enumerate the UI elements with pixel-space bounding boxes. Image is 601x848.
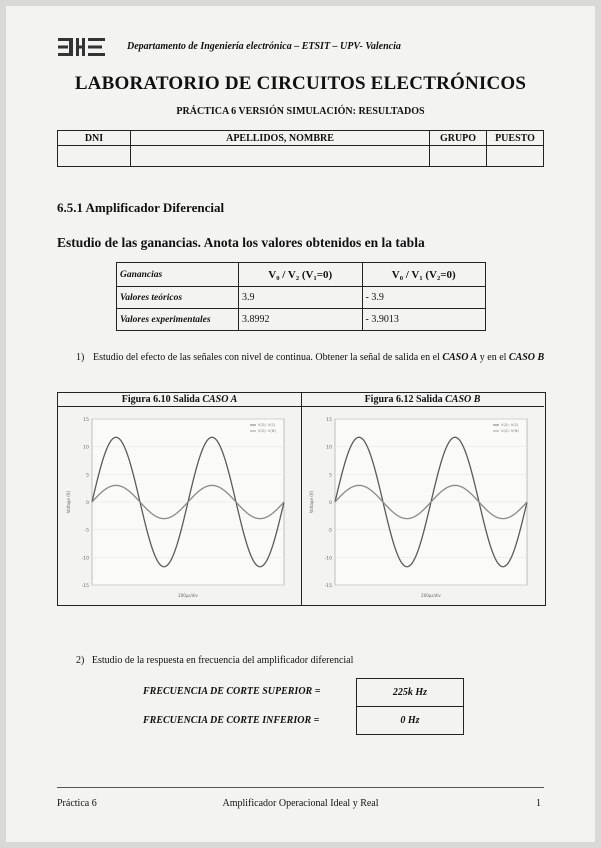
chart-caso-b xyxy=(301,407,544,605)
dni-field[interactable] xyxy=(58,146,131,167)
gains-table xyxy=(116,262,486,331)
item-2 xyxy=(76,655,353,666)
y-tick-label: -10 xyxy=(324,556,332,562)
gains-heading: Estudio de las ganancias. Anota los valores obtenidos en la tabla xyxy=(57,235,425,250)
student-id-table xyxy=(57,130,544,167)
legend-entry: V(2): V(1) xyxy=(501,423,519,427)
department-header: Departamento de Ingeniería electrónica – ETSIT – UPV- Valencia xyxy=(127,41,401,52)
figure-caption: Figura 6.12 Salida CASO B xyxy=(301,393,544,407)
y-tick-label: 5 xyxy=(329,473,332,479)
footer-title: Amplificador Operacional Ideal y Real xyxy=(222,798,379,809)
y-tick-label: -10 xyxy=(81,556,89,562)
item-1 xyxy=(76,351,546,365)
footer-practice: Práctica 6 xyxy=(57,798,97,809)
y-tick-label: -5 xyxy=(84,528,89,534)
upper-cutoff-label: FRECUENCIA DE CORTE SUPERIOR = xyxy=(143,686,321,697)
item-1-text: Estudio del efecto de las señales con nivel de continua. Obtener la señal de salida en el CASO A y en el CASO B xyxy=(93,352,545,363)
footer-divider xyxy=(57,787,544,788)
page-title: LABORATORIO DE CIRCUITOS ELECTRÓNICOS xyxy=(74,73,527,94)
table-cell: 3.9 xyxy=(239,287,363,309)
table-cell: 3.8992 xyxy=(239,309,363,331)
y-axis-label: Voltage (V) xyxy=(66,490,71,514)
row-label: Valores teóricos xyxy=(117,287,239,309)
table-row xyxy=(117,287,486,309)
name-field[interactable] xyxy=(131,146,430,167)
lower-cutoff-value: 0 Hz xyxy=(356,706,464,735)
item-number: 1) xyxy=(76,352,85,363)
item-2-text: Estudio de la respuesta en frecuencia del amplificador diferencial xyxy=(91,655,354,666)
row-label: Valores experimentales xyxy=(117,309,239,331)
table-cell: - 3.9013 xyxy=(362,309,486,331)
y-axis-label: Voltage (V) xyxy=(309,490,314,514)
group-header: GRUPO xyxy=(430,131,487,146)
upper-cutoff-value: 225k Hz xyxy=(356,678,464,707)
gains-col-label: Ganancias xyxy=(117,263,239,287)
x-axis-label: 200µs/div xyxy=(178,593,198,598)
name-header: APELLIDOS, NOMBRE xyxy=(131,131,430,146)
section-title: 6.5.1 Amplificador Diferencial xyxy=(57,200,225,215)
chart-caso-a xyxy=(58,407,301,605)
table-cell: - 3.9 xyxy=(362,287,486,309)
y-tick-label: 10 xyxy=(83,445,89,451)
legend-entry: V(2): V(1) xyxy=(258,423,276,427)
y-tick-label: 15 xyxy=(83,418,89,423)
y-tick-label: 15 xyxy=(326,418,332,423)
group-field[interactable] xyxy=(430,146,487,167)
y-tick-label: -15 xyxy=(324,584,332,589)
y-tick-label: -5 xyxy=(327,528,332,534)
gains-col2-header: V₀ / V₁ (V₂=0) xyxy=(362,263,486,287)
y-tick-label: -15 xyxy=(81,584,89,589)
x-axis-label: 200µs/div xyxy=(421,593,441,598)
legend-entry: V(2): V(N) xyxy=(501,429,519,433)
seat-header: PUESTO xyxy=(487,131,544,146)
y-tick-label: 0 xyxy=(86,501,89,506)
y-tick-label: 10 xyxy=(326,445,332,451)
seat-field[interactable] xyxy=(487,146,544,167)
item-number: 2) xyxy=(76,655,85,666)
page-subtitle: PRÁCTICA 6 VERSIÓN SIMULACIÓN: RESULTADOS xyxy=(176,106,425,117)
y-tick-label: 5 xyxy=(86,473,89,479)
figures-box xyxy=(57,392,546,606)
gains-col1-header: V₀ / V₂ (V₁=0) xyxy=(239,263,363,287)
die-logo xyxy=(58,36,108,58)
legend-entry: V(2): V(N) xyxy=(258,429,276,433)
lower-cutoff-label: FRECUENCIA DE CORTE INFERIOR = xyxy=(143,715,320,726)
y-tick-label: 0 xyxy=(329,501,332,506)
table-row xyxy=(117,309,486,331)
dni-header: DNI xyxy=(58,131,131,146)
figure-6-12 xyxy=(301,393,544,605)
page-number: 1 xyxy=(536,798,541,809)
figure-6-10 xyxy=(58,393,302,605)
figure-caption: Figura 6.10 Salida CASO A xyxy=(58,393,301,407)
